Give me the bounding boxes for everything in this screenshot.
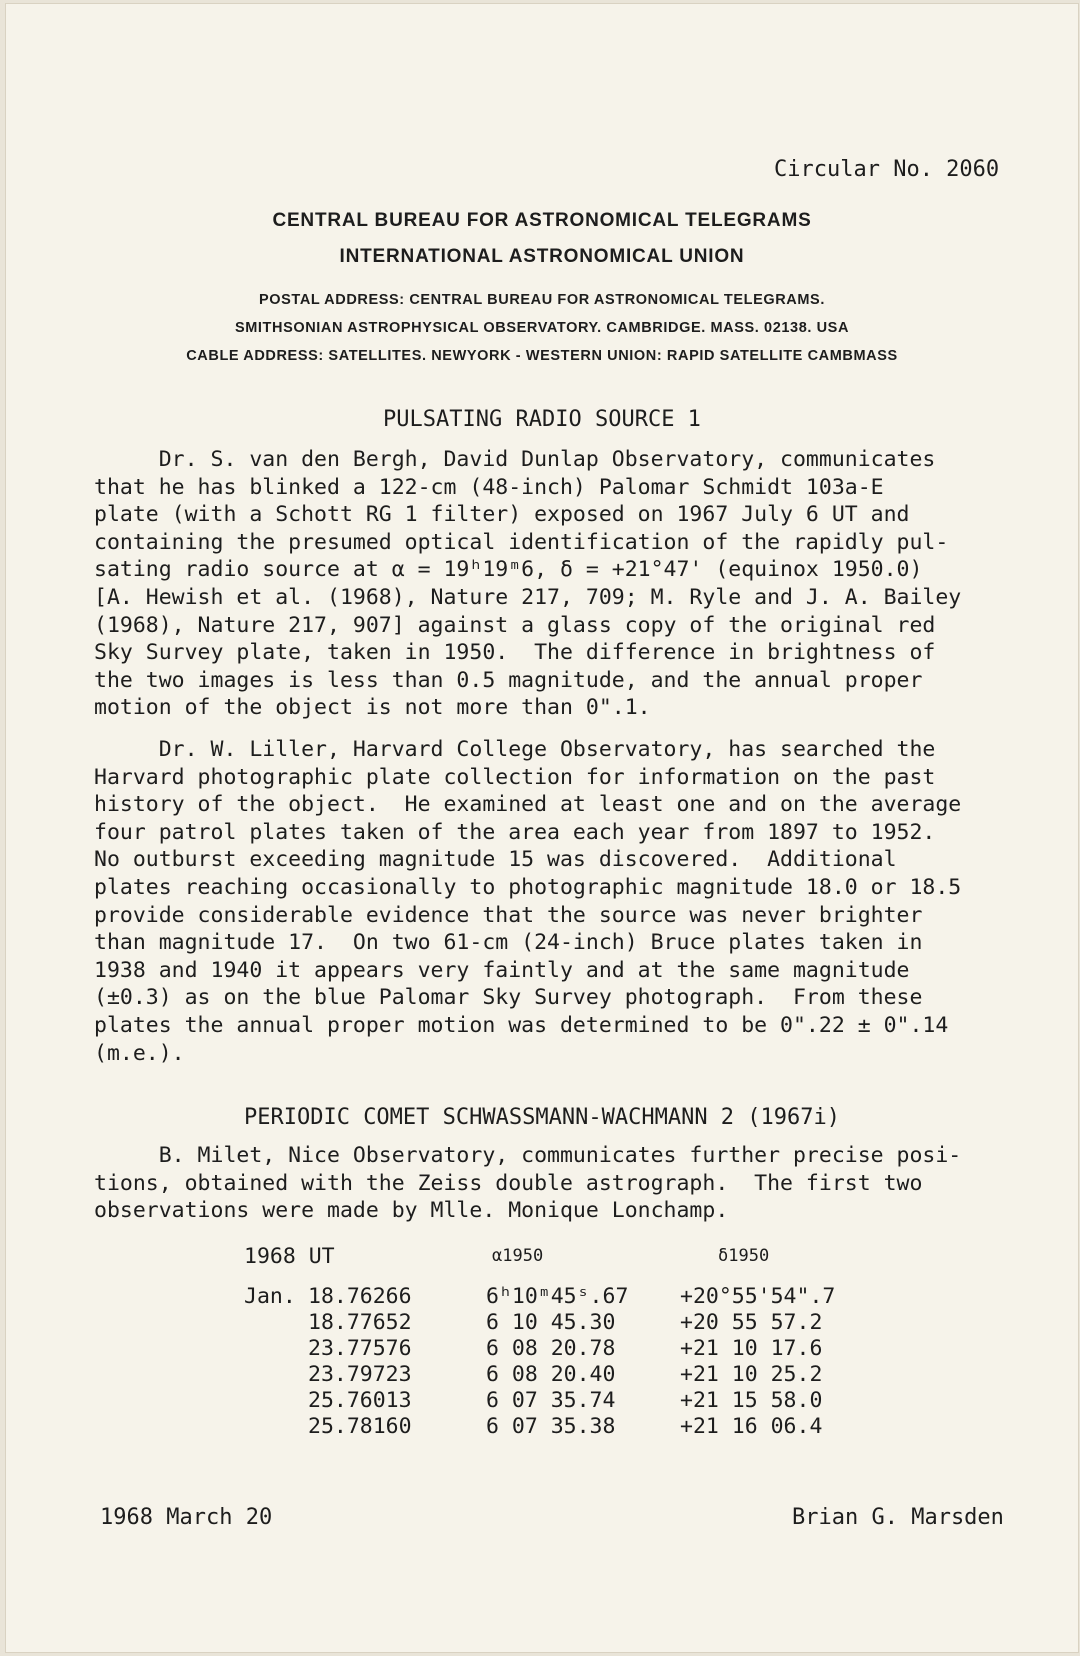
table-cell-dec: +21 15 58.0 — [680, 1388, 823, 1413]
circular-page — [6, 4, 1078, 1652]
table-cell-dec: +21 10 17.6 — [680, 1336, 823, 1361]
text-line: [A. Hewish et al. (1968), Nature 217, 709; M. Ryle and J. A. Bailey — [94, 584, 962, 610]
text-line: tions, obtained with the Zeiss double astrograph. The first two — [94, 1170, 923, 1196]
text-line: B. Milet, Nice Observatory, communicates further precise posi- — [94, 1143, 962, 1168]
table-cell-day: 25.76013 — [308, 1388, 412, 1413]
text-line: that he has blinked a 122-cm (48-inch) Palomar Schmidt 103a-E — [94, 474, 884, 500]
table-cell-day: 23.77576 — [308, 1336, 412, 1361]
text-line: plate (with a Schott RG 1 filter) exposed on 1967 July 6 UT and — [94, 502, 910, 528]
table-cell-day: 23.79723 — [308, 1362, 412, 1387]
text-line: Harvard photographic plate collection for information on the past — [94, 764, 936, 790]
union-heading: INTERNATIONAL ASTRONOMICAL UNION — [339, 246, 745, 267]
table-cell-dec: +20 55 57.2 — [680, 1310, 823, 1335]
table-cell-ra: 6 08 20.40 — [486, 1362, 616, 1387]
text-line: (m.e.). — [94, 1040, 185, 1066]
table-cell-day: 18.77652 — [308, 1310, 412, 1335]
text-line: Sky Survey plate, taken in 1950. The difference in brightness of — [94, 640, 936, 666]
section-title-pulsating-radio-source: PULSATING RADIO SOURCE 1 — [383, 407, 701, 432]
text-line: observations were made by Mlle. Monique Lonchamp. — [94, 1198, 729, 1224]
text-line: Dr. W. Liller, Harvard College Observatory, has searched the — [94, 737, 936, 762]
text-line: containing the presumed optical identification of the rapidly pul- — [94, 529, 949, 555]
table-cell-month: Jan. — [244, 1284, 296, 1309]
text-line: four patrol plates taken of the area each year from 1897 to 1952. — [94, 819, 936, 845]
text-line: history of the object. He examined at least one and on the average — [94, 792, 962, 818]
table-cell-day: 18.76266 — [308, 1284, 412, 1309]
text-line: the two images is less than 0.5 magnitude, and the annual proper — [94, 667, 923, 693]
paragraph-van-den-bergh — [94, 446, 1030, 722]
table-cell-dec: +21 16 06.4 — [680, 1414, 823, 1439]
text-line: (±0.3) as on the blue Palomar Sky Survey photograph. From these — [94, 985, 923, 1011]
text-line: sating radio source at α = 19ʰ19ᵐ6, δ = +21°47' (equinox 1950.0) — [94, 557, 923, 583]
footer-date: 1968 March 20 — [100, 1505, 273, 1530]
text-line: provide considerable evidence that the source was never brighter — [94, 902, 923, 928]
footer-author: Brian G. Marsden — [792, 1505, 1004, 1530]
table-cell-ra: 6 07 35.74 — [486, 1388, 616, 1413]
table-header-ra: α1950 — [492, 1246, 544, 1266]
text-line: than magnitude 17. On two 61-cm (24-inch) Bruce plates taken in — [94, 930, 923, 956]
table-cell-day: 25.78160 — [308, 1414, 412, 1439]
cable-address-line: CABLE ADDRESS: SATELLITES. NEWYORK - WESTERN UNION: RAPID SATELLITE CAMBMASS — [186, 348, 898, 364]
table-cell-dec: +20°55'54".7 — [680, 1284, 836, 1309]
text-line: (1968), Nature 217, 907] against a glass copy of the original red — [94, 612, 936, 638]
text-line: Dr. S. van den Bergh, David Dunlap Observatory, communicates — [94, 447, 936, 472]
table-cell-ra: 6ʰ10ᵐ45ˢ.67 — [486, 1284, 629, 1309]
table-cell-dec: +21 10 25.2 — [680, 1362, 823, 1387]
paragraph-milet — [94, 1142, 1030, 1225]
text-line: motion of the object is not more than 0".1. — [94, 695, 651, 721]
text-line: plates reaching occasionally to photographic magnitude 18.0 or 18.5 — [94, 874, 962, 900]
table-cell-ra: 6 07 35.38 — [486, 1414, 616, 1439]
text-line: No outburst exceeding magnitude 15 was discovered. Additional — [94, 847, 897, 873]
text-line: plates the annual proper motion was determined to be 0".22 ± 0".14 — [94, 1012, 949, 1038]
postal-address-line-2: SMITHSONIAN ASTROPHYSICAL OBSERVATORY. CAMBRIDGE. MASS. 02138. USA — [234, 320, 850, 336]
bureau-heading: CENTRAL BUREAU FOR ASTRONOMICAL TELEGRAMS — [272, 210, 812, 231]
table-cell-ra: 6 10 45.30 — [486, 1310, 616, 1335]
table-header-date: 1968 UT — [244, 1244, 335, 1269]
table-header-dec: δ1950 — [718, 1246, 770, 1266]
table-cell-ra: 6 08 20.78 — [486, 1336, 616, 1361]
paragraph-liller — [94, 736, 1030, 1067]
section-title-periodic-comet: PERIODIC COMET SCHWASSMANN-WACHMANN 2 (1967i) — [243, 1105, 841, 1130]
text-line: 1938 and 1940 it appears very faintly and at the same magnitude — [94, 957, 910, 983]
circular-number: Circular No. 2060 — [774, 157, 1000, 182]
postal-address-line-1: POSTAL ADDRESS: CENTRAL BUREAU FOR ASTRONOMICAL TELEGRAMS. — [259, 292, 825, 308]
